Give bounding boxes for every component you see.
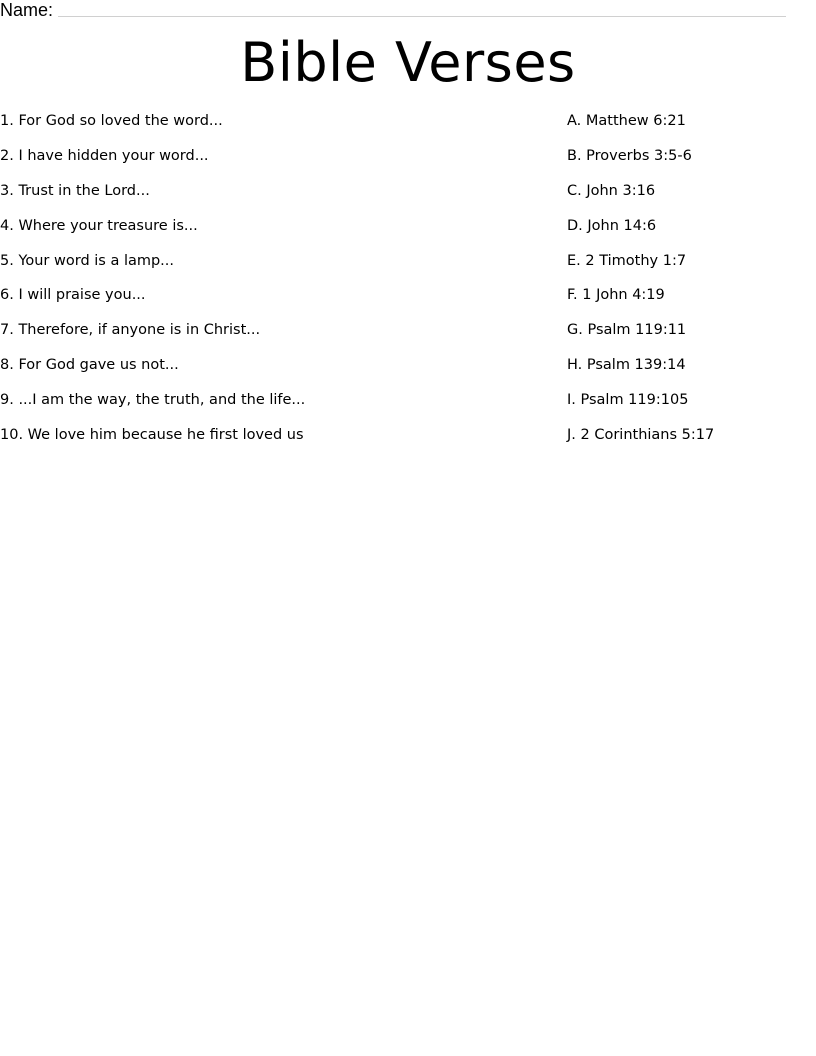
clue-item: 2. I have hidden your word... <box>0 147 209 164</box>
clue-item: 5. Your word is a lamp... <box>0 252 175 269</box>
clue-item: 3. Trust in the Lord... <box>0 182 150 199</box>
name-blank-line <box>58 16 786 17</box>
answer-item: G. Psalm 119:11 <box>567 322 687 339</box>
answer-list <box>567 111 807 460</box>
name-row <box>0 0 786 22</box>
clue-item: 9. ...I am the way, the truth, and the life... <box>0 392 306 409</box>
answer-item: E. 2 Timothy 1:7 <box>567 252 687 269</box>
answer-item: F. 1 John 4:19 <box>567 287 665 304</box>
clue-item: 1. For God so loved the word... <box>0 113 223 129</box>
clue-item: 6. I will praise you... <box>0 287 146 304</box>
answer-item: B. Proverbs 3:5-6 <box>567 147 692 164</box>
answer-item: I. Psalm 119:105 <box>567 392 689 409</box>
clue-list <box>0 111 540 460</box>
clue-item: 8. For God gave us not... <box>0 357 179 374</box>
answer-item: J. 2 Corinthians 5:17 <box>567 427 715 444</box>
page-title: Bible Verses <box>240 31 576 94</box>
clue-item: 7. Therefore, if anyone is in Christ... <box>0 322 261 339</box>
clue-item: 4. Where your treasure is... <box>0 217 198 234</box>
answer-item: A. Matthew 6:21 <box>567 113 686 129</box>
name-label: Name: <box>0 0 54 20</box>
clue-item: 10. We love him because he first loved us <box>0 427 304 444</box>
answer-item: H. Psalm 139:14 <box>567 357 686 374</box>
answer-item: C. John 3:16 <box>567 182 656 199</box>
answer-item: D. John 14:6 <box>567 217 657 234</box>
